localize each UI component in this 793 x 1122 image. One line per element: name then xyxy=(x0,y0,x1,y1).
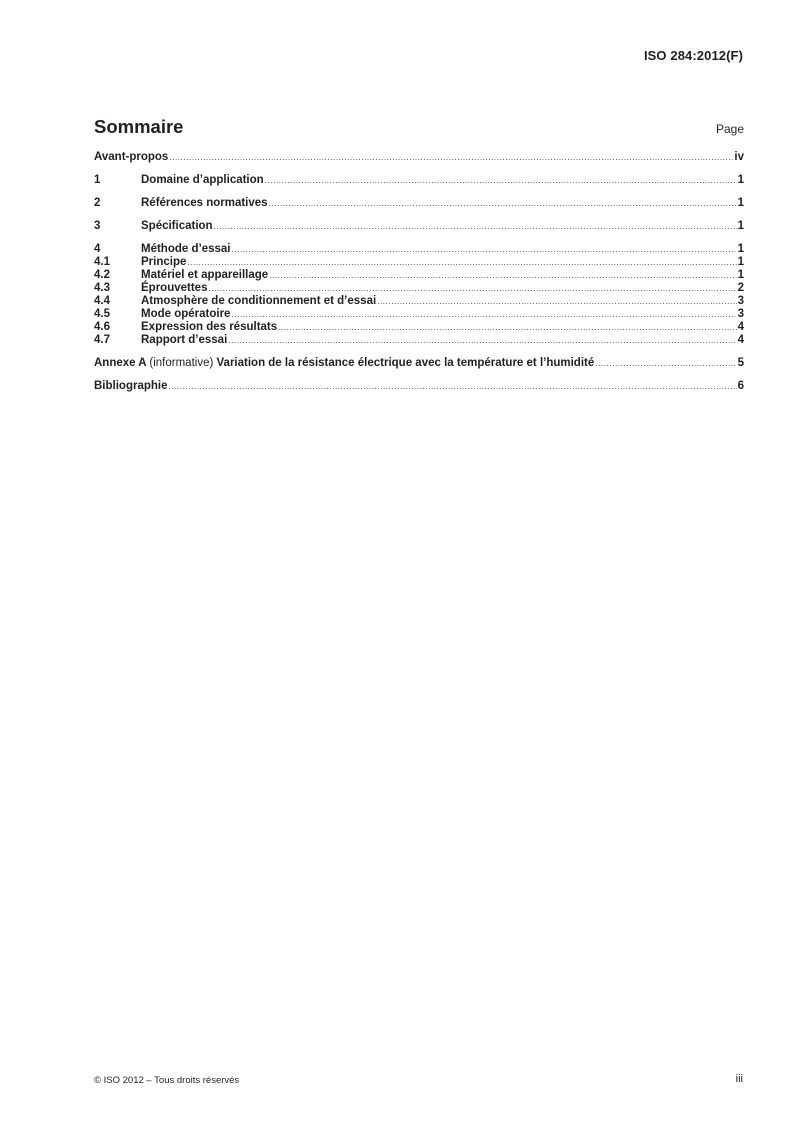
contents-heading xyxy=(94,110,744,136)
contents-title: Sommaire xyxy=(94,115,184,137)
toc-entry-page: 3 xyxy=(737,295,744,307)
annex-title: Variation de la résistance électrique avec la température et l’humidité xyxy=(216,357,595,369)
annex-qualifier: (informative) xyxy=(149,357,214,369)
toc-entry-page: 1 xyxy=(737,174,744,186)
toc-entry-title: Atmosphère de conditionnement et d’essai xyxy=(141,295,377,307)
toc-entry-page: 6 xyxy=(737,380,744,392)
toc-entry-title: Matériel et appareillage xyxy=(141,269,269,281)
page-column-label: Page xyxy=(715,122,744,136)
toc-entry-title: Éprouvettes xyxy=(141,282,208,294)
toc-entry-number: 4.4 xyxy=(94,295,110,307)
copyright-notice: © ISO 2012 – Tous droits réservés xyxy=(94,1075,240,1086)
toc-entry-page: 2 xyxy=(737,282,744,294)
toc-entry-number: 4 xyxy=(94,243,101,255)
toc-entry-number: 4.1 xyxy=(94,256,110,268)
toc-entry-clause-4-4[interactable] xyxy=(94,295,744,308)
toc-entry-foreword[interactable] xyxy=(94,151,744,164)
toc-entry-clause-4-7[interactable] xyxy=(94,334,744,347)
dot-leader xyxy=(228,334,736,347)
toc-entry-page: 1 xyxy=(737,243,744,255)
toc-entry-page: 5 xyxy=(737,357,744,369)
toc-entry-title: Rapport d’essai xyxy=(141,334,228,346)
toc-entry-clause-4-5[interactable] xyxy=(94,308,744,321)
toc-entry-clause-2[interactable] xyxy=(94,197,744,210)
toc-entry-bibliography[interactable] xyxy=(94,380,744,393)
dot-leader xyxy=(231,243,736,256)
dot-leader xyxy=(231,308,736,321)
dot-leader xyxy=(269,269,736,282)
document-identifier: ISO 284:2012(F) xyxy=(643,48,743,63)
toc-entry-number: 4.6 xyxy=(94,321,110,333)
toc-entry-page: 3 xyxy=(737,308,744,320)
toc-entry-page: iv xyxy=(734,151,744,163)
toc-entry-title: Principe xyxy=(141,256,187,268)
toc-entry-clause-3[interactable] xyxy=(94,220,744,233)
toc-entry-title: Spécification xyxy=(141,220,213,232)
dot-leader xyxy=(595,357,736,370)
toc-entry-page: 1 xyxy=(737,197,744,209)
toc-entry-clause-4-6[interactable] xyxy=(94,321,744,334)
toc-entry-annex-a[interactable] xyxy=(94,357,744,370)
toc-entry-number: 4.5 xyxy=(94,308,110,320)
annex-label: Annexe A xyxy=(94,357,147,369)
dot-leader xyxy=(187,256,736,269)
toc-entry-clause-4-3[interactable] xyxy=(94,282,744,295)
toc-entry-title: Avant-propos xyxy=(94,151,169,163)
toc-entry-page: 4 xyxy=(737,321,744,333)
toc-entry-title: Méthode d’essai xyxy=(141,243,231,255)
toc-entry-title: Domaine d’application xyxy=(141,174,264,186)
toc-entry-page: 1 xyxy=(737,220,744,232)
toc-entry-clause-4-1[interactable] xyxy=(94,256,744,269)
toc-entry-clause-4-2[interactable] xyxy=(94,269,744,282)
toc-entry-clause-4[interactable] xyxy=(94,243,744,256)
toc-entry-number: 4.7 xyxy=(94,334,110,346)
dot-leader xyxy=(208,282,736,295)
table-of-contents xyxy=(94,151,744,393)
toc-entry-title xyxy=(94,357,594,370)
toc-entry-page: 1 xyxy=(737,269,744,281)
toc-entry-title: Références normatives xyxy=(141,197,268,209)
toc-entry-page: 4 xyxy=(737,334,744,346)
page-number: iii xyxy=(735,1073,743,1085)
toc-entry-clause-1[interactable] xyxy=(94,174,744,187)
dot-leader xyxy=(169,151,733,164)
toc-entry-title: Mode opératoire xyxy=(141,308,231,320)
dot-leader xyxy=(269,197,737,210)
toc-entry-number: 2 xyxy=(94,197,101,209)
dot-leader xyxy=(377,295,736,308)
toc-entry-number: 4.2 xyxy=(94,269,110,281)
dot-leader xyxy=(168,380,736,393)
toc-entry-title: Bibliographie xyxy=(94,380,168,392)
dot-leader xyxy=(265,174,737,187)
dot-leader xyxy=(278,321,736,334)
toc-entry-number: 4.3 xyxy=(94,282,110,294)
toc-entry-title: Expression des résultats xyxy=(141,321,278,333)
toc-entry-number: 1 xyxy=(94,174,101,186)
toc-entry-page: 1 xyxy=(737,256,744,268)
dot-leader xyxy=(214,220,737,233)
toc-entry-number: 3 xyxy=(94,220,101,232)
